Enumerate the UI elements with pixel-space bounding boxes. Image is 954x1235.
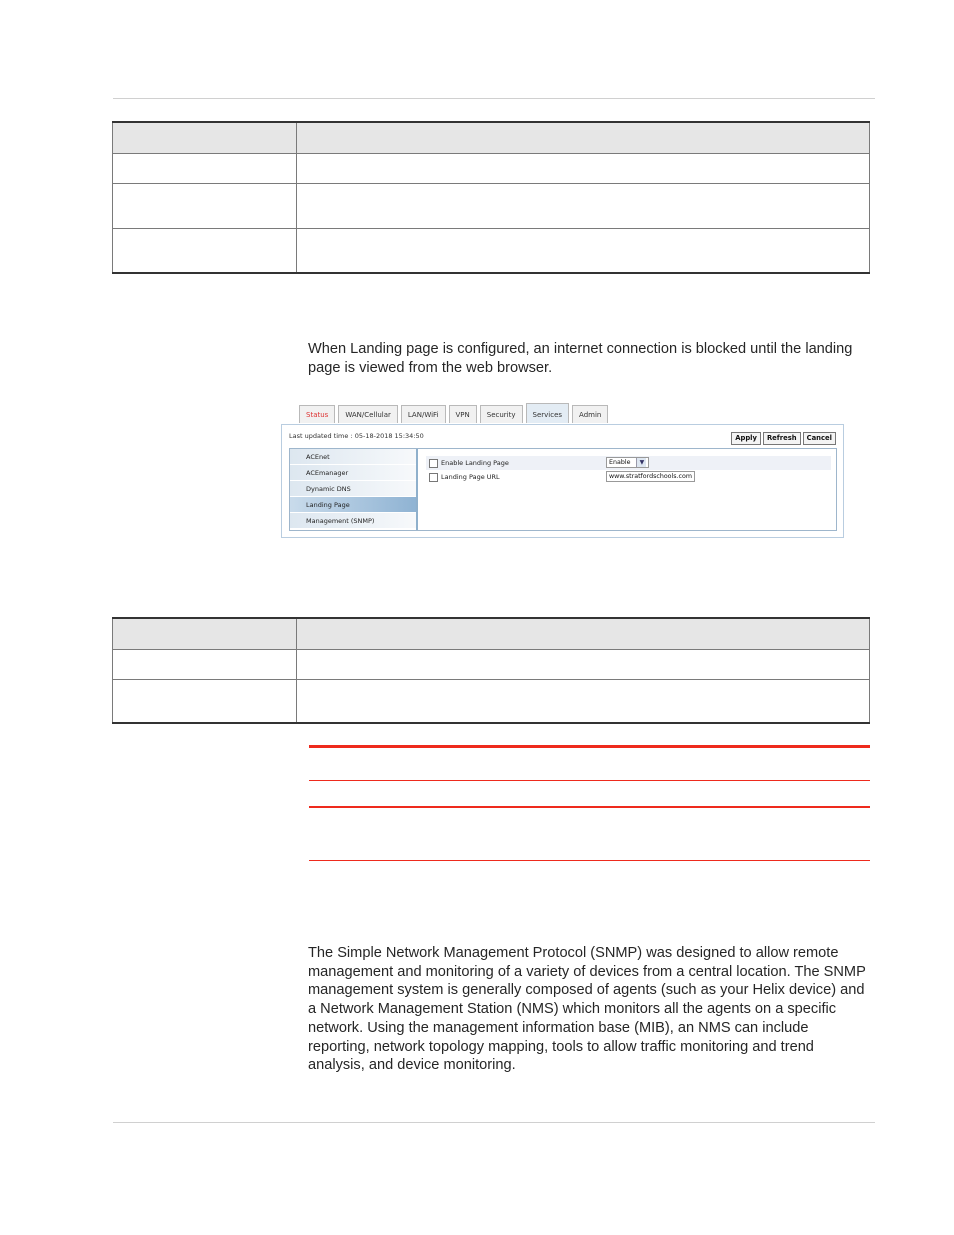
landing-page-url-row xyxy=(426,470,831,484)
tab-wan-cellular[interactable]: WAN/Cellular xyxy=(338,405,398,423)
landing-page-url-checkbox[interactable] xyxy=(429,473,438,482)
services-sidebar xyxy=(290,449,418,530)
table-header-cell xyxy=(297,122,870,154)
sidebar-item-acenet[interactable]: ACEnet xyxy=(290,449,416,465)
tab-security[interactable]: Security xyxy=(480,405,523,423)
note-divider xyxy=(309,780,870,781)
table-header-cell xyxy=(113,618,297,650)
select-value: Enable xyxy=(609,459,631,466)
enable-landing-page-checkbox[interactable] xyxy=(429,459,438,468)
table-cell xyxy=(113,650,297,680)
tab-lan-wifi[interactable]: LAN/WiFi xyxy=(401,405,446,423)
table-cell xyxy=(297,229,870,273)
table-header-cell xyxy=(297,618,870,650)
table-1 xyxy=(112,121,870,274)
table-cell xyxy=(113,680,297,723)
tab-admin[interactable]: Admin xyxy=(572,405,608,423)
sidebar-item-acemanager[interactable]: ACEmanager xyxy=(290,465,416,481)
table-cell xyxy=(297,184,870,229)
refresh-button[interactable]: Refresh xyxy=(763,432,801,445)
cancel-button[interactable]: Cancel xyxy=(803,432,836,445)
last-updated-text: Last updated time : 05-18-2018 15:34:50 xyxy=(289,432,424,440)
chevron-down-icon: ▼ xyxy=(636,458,646,467)
tab-services[interactable]: Services xyxy=(526,403,570,423)
tab-vpn[interactable]: VPN xyxy=(449,405,477,423)
table-cell xyxy=(113,184,297,229)
table-cell xyxy=(297,650,870,680)
field-label: Enable Landing Page xyxy=(441,459,509,467)
services-panel xyxy=(281,424,844,538)
footer-rule xyxy=(113,1122,875,1123)
tab-bar xyxy=(299,405,608,424)
table-cell xyxy=(297,680,870,723)
sidebar-item-management-snmp[interactable]: Management (SNMP) xyxy=(290,513,416,529)
header-rule xyxy=(113,98,875,99)
note-divider xyxy=(309,806,870,808)
sidebar-item-landing-page[interactable]: Landing Page xyxy=(290,497,416,513)
action-buttons xyxy=(731,432,836,445)
apply-button[interactable]: Apply xyxy=(731,432,761,445)
table-cell xyxy=(297,154,870,184)
table-cell xyxy=(113,229,297,273)
landing-page-url-input[interactable]: www.stratfordschools.com xyxy=(606,471,695,482)
enable-landing-page-row xyxy=(426,456,831,470)
acemanager-screenshot xyxy=(281,401,845,539)
enable-landing-page-select[interactable] xyxy=(606,457,649,468)
landing-page-intro: When Landing page is configured, an internet connection is blocked until the landing page is viewed from the web browser. xyxy=(308,341,853,376)
snmp-description: The Simple Network Management Protocol (SNMP) was designed to allow remote management and monitoring of a variety of devices from a central location. The SNMP management system is generally composed of agents (such as your Helix device) and a Network Management Station (NMS) which monitors all the agents on a specific network. Using the management information base (MIB), an NMS can include reporting, network topology mapping, tools to allow traffic monitoring and trend analysis, and device monitoring. xyxy=(308,945,866,1074)
tab-status[interactable]: Status xyxy=(299,405,335,423)
table-2 xyxy=(112,617,870,724)
table-header-cell xyxy=(113,122,297,154)
note-divider xyxy=(309,745,870,748)
note-divider xyxy=(309,860,870,861)
table-cell xyxy=(113,154,297,184)
field-label: Landing Page URL xyxy=(441,473,500,481)
content-frame xyxy=(289,448,837,531)
sidebar-item-dynamic-dns[interactable]: Dynamic DNS xyxy=(290,481,416,497)
landing-page-form xyxy=(426,456,831,484)
